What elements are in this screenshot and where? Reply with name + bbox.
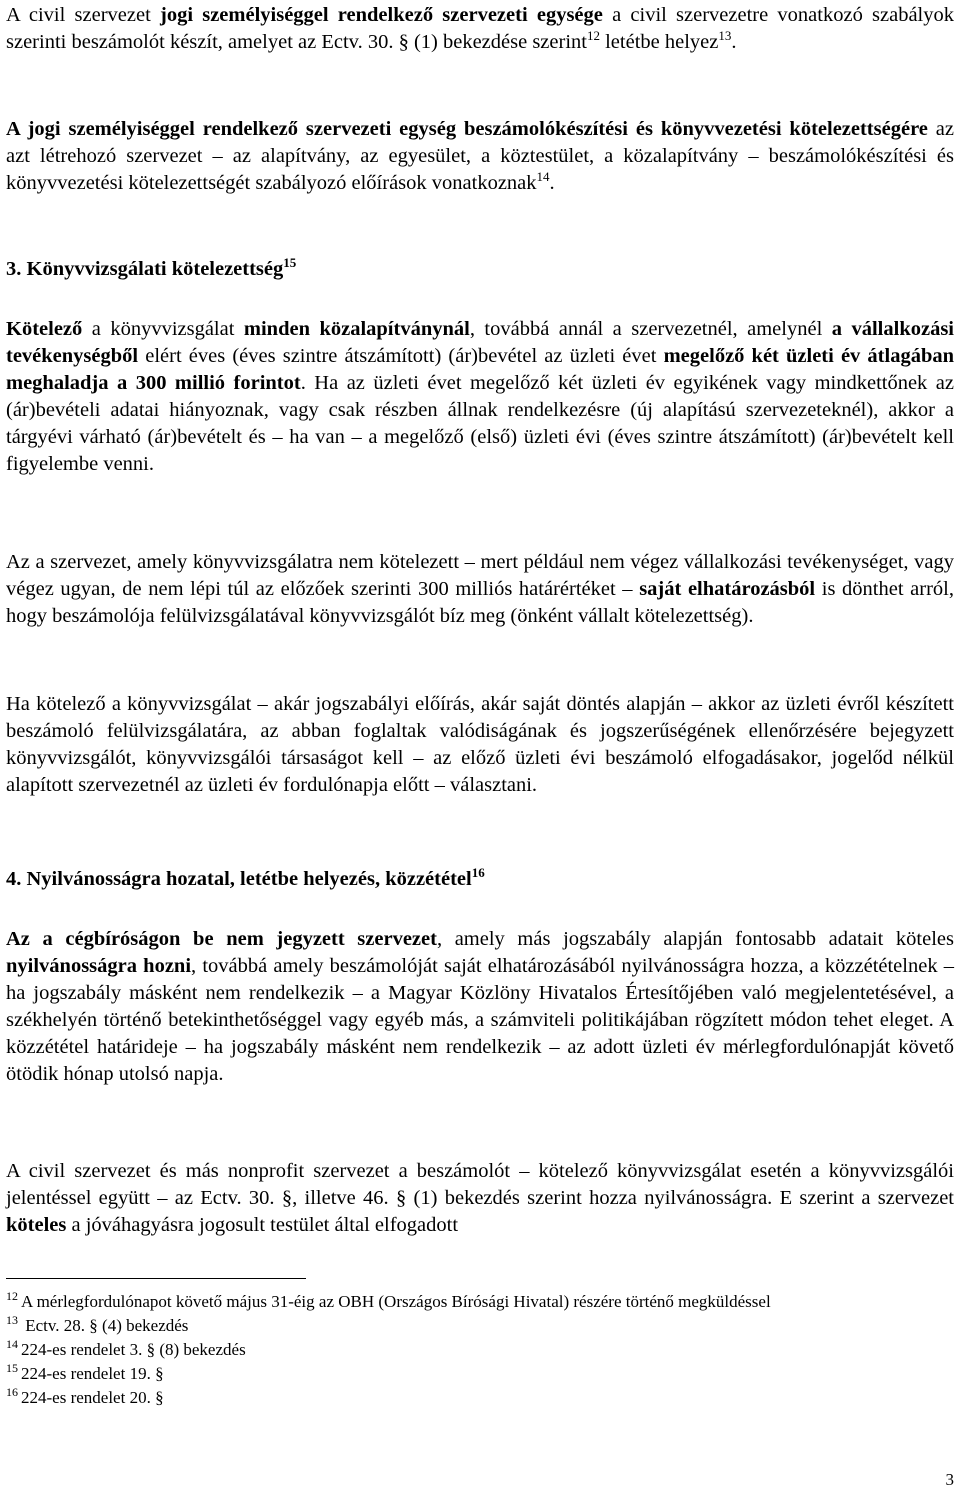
footnotes [6,1290,954,1410]
footnote-separator [6,1278,306,1279]
footnote-ref-12[interactable]: 12 [586,28,600,43]
footnote-16: $^{16}$ 224-es rendelet 20. § [6,1385,164,1407]
paragraph-legal-entity-unit: A civil szervezet jogi személyiséggel rendelkező szervezeti egysége a civil szervezetre vonatkozó szabályok szerinti beszámolót készít, amelyet az Ectv. 30. § (1) bekezdése szerint$^{12}$ letétbe helyez$^{13}$. [6,4,954,53]
footnote-15: $^{15}$ 224-es rendelet 19. § [6,1361,164,1383]
page-number: 3 [945,1470,954,1489]
bold-phrase: A jogi személyiséggel rendelkező szervezeti egység beszámolókészítési és könyvvezetési kötelezettségére [6,118,928,140]
footnote-ref-16[interactable]: 16 [471,865,485,880]
footnote-ref-14[interactable]: 14 [536,169,550,184]
footnote-ref-15[interactable]: 15 [283,255,297,270]
paragraph-mandatory-audit: Kötelező a könyvvizsgálat minden közalapítványnál, továbbá annál a szervezetnél, amelynél a vállalkozási tevékenységből elért éves (éves szintre átszámított) (ár)bevétel az üzleti évet megelőző két üzleti év átlagában meghaladja a 300 millió forintot. Ha az üzleti évet megelőző két üzleti év egyikének vagy mindkettőnek az (ár)bevételi adatai hiányoznak, vagy csak részben állnak rendelkezésre (új alapítású szervezeteknél), akkor a tárgyévi várható (ár)bevételt és – ha van – a megelőző (első) üzleti évi (éves szintre átszámított) (ár)bevételt kell figyelembe venni. [6,318,955,475]
paragraph-nonprofit-publication: A civil szervezet és más nonprofit szervezet a beszámolót – kötelező könyvvizsgálat esetén a könyvvizsgálói jelentéssel együtt – az Ectv. 30. §, illetve 46. § (1) bekezdés szerint hozza nyilvánosságra. E szerint a szervezet köteles a jóváhagyásra jogosult testület által elfogadott [6,1160,954,1236]
footnote-14: $^{14}$ 224-es rendelet 3. § (8) bekezdés [6,1337,246,1359]
paragraph-auditor-selection: Ha kötelező a könyvvizsgálat – akár jogszabályi előírás, akár saját döntés alapján – akkor az üzleti évről készített beszámoló felülvizsgálatára, az abban foglaltak valódiságának és jogszerűségének ellenőrzésére bejegyzett könyvvizsgálót, könyvvizsgálói társaságot kell – az előző üzleti évi beszámoló elfogadásakor, jogelőd nélkül alapított szervezetnél az üzleti év fordulónapja előtt – választani. [6,693,954,796]
paragraph-reporting-obligation: A jogi személyiséggel rendelkező szervezeti egység beszámolókészítési és könyvvezetési kötelezettségére az azt létrehozó szervezet – az alapítvány, az egyesület, a köztestület, a közalapítvány – beszámolókészítési és könyvvezetési kötelezettségét szabályozó előírások vonatkoznak$^{14}$. [6,118,955,194]
footnote-ref-13[interactable]: 13 [718,28,732,43]
footnote-13: $^{13}$ Ectv. 28. § (4) bekezdés [6,1313,189,1335]
bold-phrase: jogi személyiséggel rendelkező szervezeti egysége [160,4,603,26]
section-heading-3: 3. Könyvvizsgálati kötelezettség$^{15}$ [6,255,297,280]
paragraph-voluntary-audit: Az a szervezet, amely könyvvizsgálatra nem kötelezett – mert például nem végez vállalkozási tevékenységet, vagy végez ugyan, de nem lépi túl az előzőek szerinti 300 milliós határértéket – saját elhatározásból is dönthet arról, hogy beszámolója felülvizsgálatával könyvvizsgálót bíz meg (önként vállalt kötelezettség). [6,551,954,627]
paragraph-publication: Az a cégbíróságon be nem jegyzett szervezet, amely más jogszabály alapján fontosabb adatait köteles nyilvánosságra hozni, továbbá amely beszámolóját saját elhatározásából nyilvánosságra hozza, a közzétételnek – ha jogszabály másként nem rendelkezik – a Magyar Közlöny Hivatalos Értesítőjében való megjelentetésével, a székhelyén történő betekinthetőséggel vagy egyéb más, a számviteli politikájában rögzített módon tehet eleget. A közzététel határideje – ha jogszabály másként nem rendelkezik – az adott üzleti év mérlegfordulónapját követő ötödik hónap utolsó napja. [6,928,954,1085]
section-heading-4: 4. Nyilvánosságra hozatal, letétbe helyezés, közzététel$^{16}$ [6,865,485,890]
footnote-12: $^{12}$ A mérlegfordulónapot követő május 31-éig az OBH (Országos Bírósági Hivatal) részére történő megküldéssel [6,1289,771,1311]
